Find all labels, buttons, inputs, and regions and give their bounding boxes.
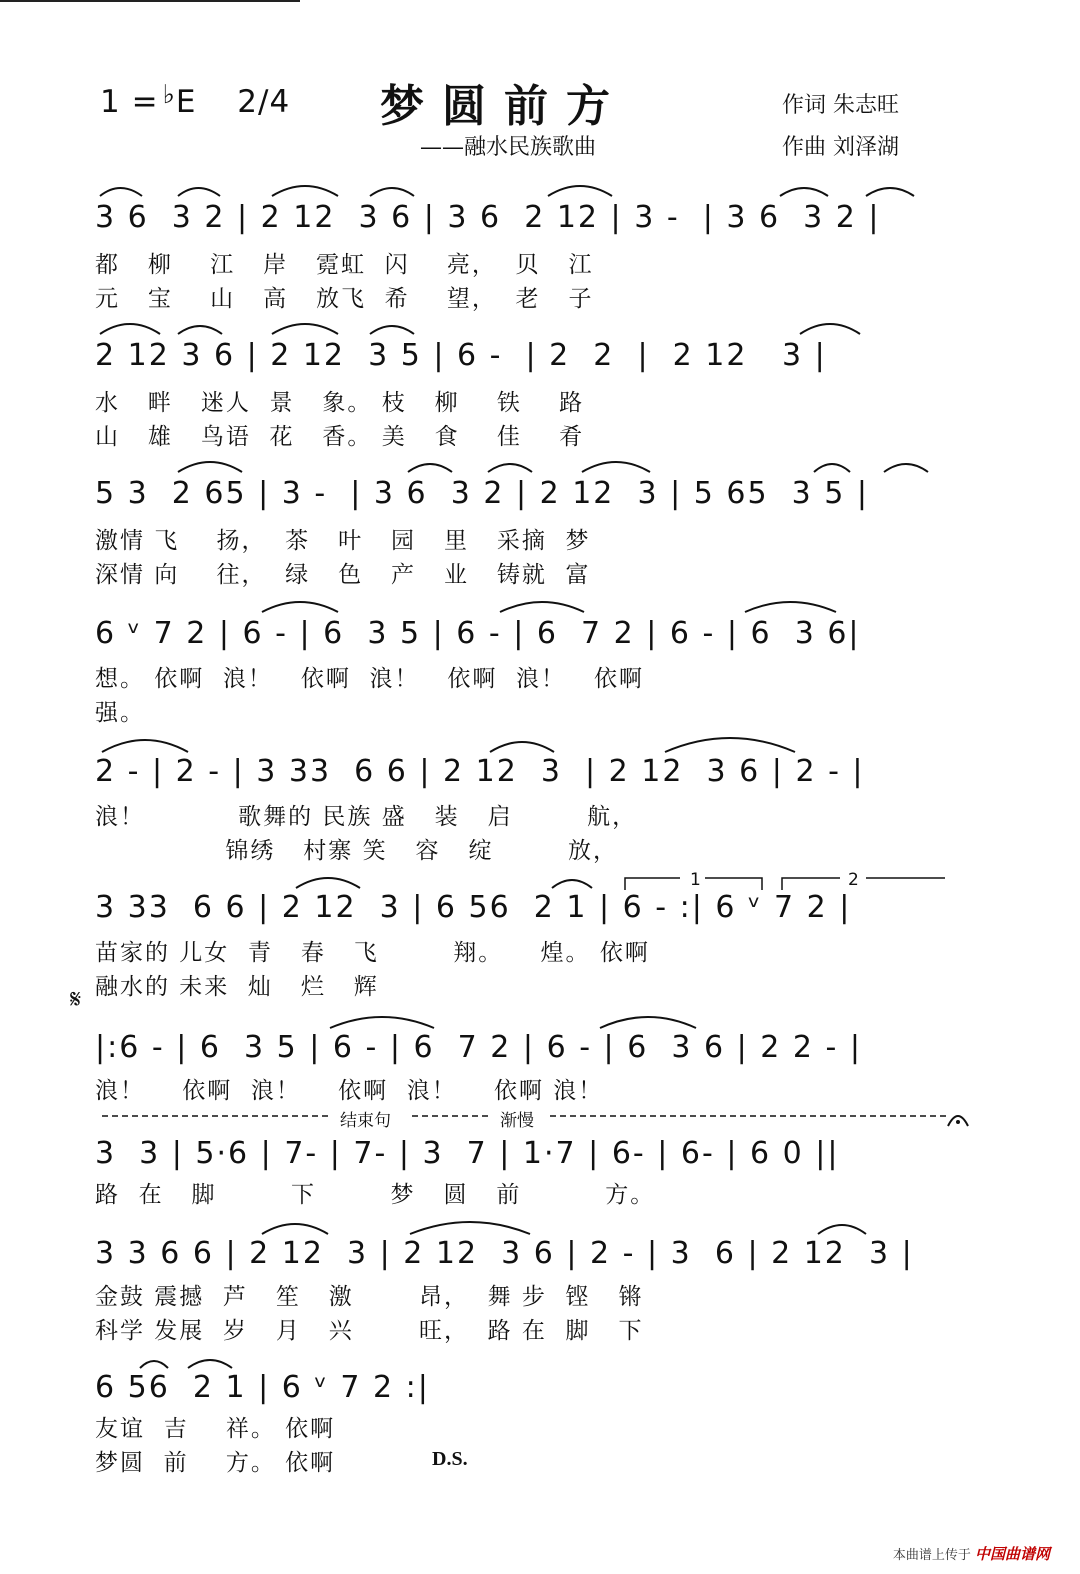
note-row: 6 56 2 1 | 6 ᵛ 7 2 :| bbox=[95, 1370, 430, 1405]
slur bbox=[262, 1224, 328, 1234]
slur bbox=[884, 464, 928, 472]
lyric-verse-2: 梦圆 前 方。 依啊 bbox=[95, 1450, 336, 1476]
ending-brackets bbox=[625, 878, 945, 890]
slur bbox=[330, 1017, 434, 1028]
slur bbox=[188, 1360, 232, 1368]
slur bbox=[272, 324, 338, 334]
note-row: 6 ᵛ 7 2 | 6 - | 6 3 5 | 6 - | 6 7 2 | 6 - | 6 3 6| bbox=[95, 616, 861, 651]
slur bbox=[140, 1361, 168, 1368]
slur bbox=[408, 464, 452, 472]
second-ending-bracket bbox=[782, 878, 945, 890]
first-ending-bracket bbox=[625, 878, 762, 890]
note-row: 3 6 3 2 | 2 12 3 6 | 3 6 2 12 | 3 - | 3 6 3 2 | bbox=[95, 200, 881, 235]
slur bbox=[178, 188, 220, 196]
lyric-verse-1: 友谊 吉 祥。 依啊 bbox=[95, 1416, 336, 1442]
slur bbox=[488, 464, 532, 472]
slur-group bbox=[100, 186, 928, 1368]
dal-segno-mark: D.S. bbox=[432, 1448, 468, 1470]
slur bbox=[272, 186, 338, 196]
lyric-verse-1: 金鼓 震撼 芦 笙 激 昂， 舞 步 铿 锵 bbox=[95, 1284, 644, 1310]
slur bbox=[100, 324, 160, 334]
second-ending-label: 2 bbox=[848, 870, 859, 890]
key-prefix: 1 = bbox=[100, 84, 159, 120]
slur bbox=[814, 464, 850, 472]
slur bbox=[552, 880, 592, 888]
note-row: 5 3 2 65 | 3 - | 3 6 3 2 | 2 12 3 | 5 65 3 5 | bbox=[95, 476, 869, 511]
first-ending-label: 1 bbox=[690, 870, 701, 890]
slur bbox=[582, 462, 650, 472]
lyric-verse-2: 山 雄 鸟语 花 香。 美 食 佳 肴 bbox=[95, 424, 585, 450]
upload-text: 本曲谱上传于 bbox=[892, 1548, 971, 1563]
slur bbox=[100, 188, 142, 196]
note-row: 3 33 6 6 | 2 12 3 | 6 56 2 1 | 6 - :| 6 ᵛ 7 2 | bbox=[95, 890, 852, 925]
slur bbox=[296, 878, 360, 888]
slur bbox=[600, 1017, 696, 1028]
lyric-verse-2: 科学 发展 岁 月 兴 旺， 路 在 脚 下 bbox=[95, 1318, 644, 1344]
lyric-verse-1: 苗家的 儿女 青 春 飞 翔。 煌。 依啊 bbox=[95, 940, 650, 966]
page-title: 梦圆前方 bbox=[380, 81, 628, 132]
lyric-verse-2: 深情 向 往， 绿 色 产 业 铸就 富 bbox=[95, 562, 591, 588]
note-row: 2 - | 2 - | 3 33 6 6 | 2 12 3 | 2 12 3 6 | 2 - | bbox=[95, 754, 865, 789]
slur bbox=[800, 324, 860, 334]
flat-sign: ♭ bbox=[162, 80, 176, 110]
lyric-verse-1: 都 柳 江 岸 霓虹 闪 亮， 贝 江 bbox=[95, 252, 594, 278]
slur bbox=[102, 740, 188, 752]
footer bbox=[893, 1543, 1050, 1564]
lyric-verse-1: 水 畔 迷人 景 象。 枝 柳 铁 路 bbox=[95, 390, 585, 416]
slur bbox=[490, 742, 554, 752]
lyricist-credit: 作词 朱志旺 bbox=[782, 93, 899, 118]
slur bbox=[818, 1225, 866, 1234]
lyric-verse-1: 激情 飞 扬， 茶 叶 园 里 采摘 梦 bbox=[95, 528, 591, 554]
lyric-verse-2: 锦绣 村寨 笑 容 绽 放， bbox=[95, 838, 618, 864]
slur bbox=[370, 326, 414, 334]
slur bbox=[500, 602, 584, 612]
slur bbox=[665, 738, 795, 752]
note-row: 2 12 3 6 | 2 12 3 5 | 6 - | 2 2 | 2 12 3 | bbox=[95, 338, 827, 373]
slur bbox=[178, 326, 222, 334]
lyric-verse-2: 强。 bbox=[95, 700, 145, 726]
lyric-verse-1: 浪！ 歌舞的 民族 盛 装 启 航， bbox=[95, 804, 638, 830]
slur bbox=[410, 1222, 530, 1234]
slur bbox=[780, 188, 828, 196]
segno-icon: 𝄋 bbox=[70, 985, 82, 1015]
key-note: E bbox=[175, 84, 197, 120]
ending-phrase-label: 结束句 bbox=[340, 1111, 391, 1131]
slur bbox=[745, 602, 836, 612]
page-subtitle: ——融水民族歌曲 bbox=[420, 135, 597, 160]
site-logo: 中国曲谱网 bbox=[974, 1545, 1050, 1563]
note-row: 3 3 | 5·6 | 7- | 7- | 3 7 | 1·7 | 6- | 6- | 6 0 || bbox=[95, 1136, 840, 1171]
lyric-verse-1: 想。 依啊 浪！ 依啊 浪！ 依啊 浪！ 依啊 bbox=[95, 666, 644, 692]
lyric-verse-1: 路 在 脚 下 梦 圆 前 方。 bbox=[95, 1182, 656, 1208]
time-signature: 2/4 bbox=[237, 84, 291, 120]
lyric-verse-2: 融水的 未来 灿 烂 辉 bbox=[95, 974, 379, 1000]
note-row: 3 3 6 6 | 2 12 3 | 2 12 3 6 | 2 - | 3 6 | 2 12 3 | bbox=[95, 1236, 914, 1271]
ritardando-label: 渐慢 bbox=[500, 1111, 534, 1131]
slur bbox=[262, 602, 338, 612]
slur bbox=[178, 462, 242, 472]
slur bbox=[548, 186, 612, 196]
fermata-dot bbox=[956, 1120, 960, 1124]
lyric-verse-1: 浪！ 依啊 浪！ 依啊 浪！ 依啊 浪！ bbox=[95, 1078, 604, 1104]
slur bbox=[866, 188, 914, 196]
note-row: |:6 - | 6 3 5 | 6 - | 6 7 2 | 6 - | 6 3 6 | 2 2 - | bbox=[95, 1030, 862, 1065]
lyric-verse-2: 元 宝 山 高 放飞 希 望， 老 子 bbox=[95, 286, 594, 312]
composer-credit: 作曲 刘泽湖 bbox=[782, 135, 899, 160]
slur bbox=[370, 188, 414, 196]
